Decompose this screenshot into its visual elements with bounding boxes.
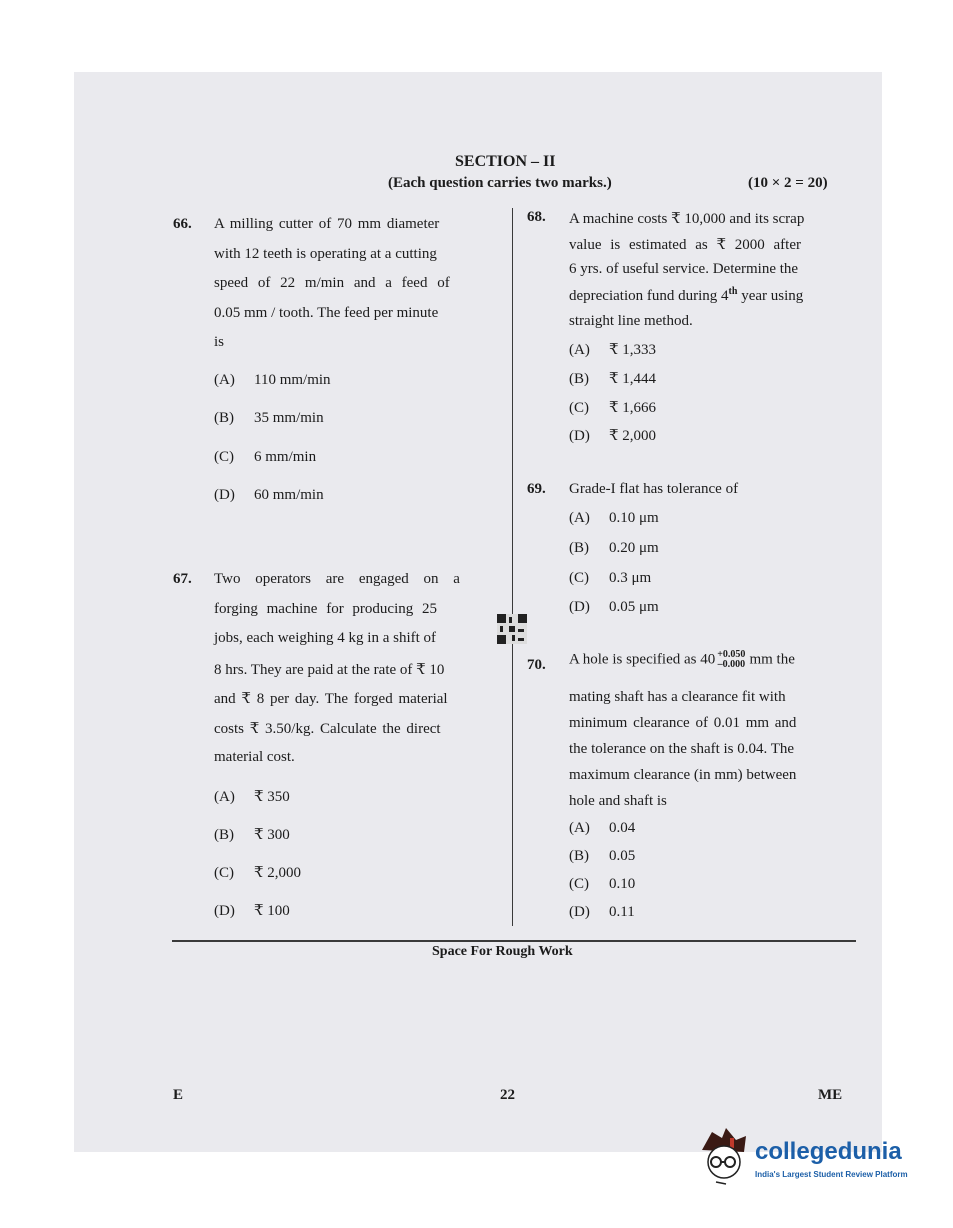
option-label: (C)	[569, 876, 589, 892]
option-d	[569, 426, 656, 445]
question-text-line: 8 hrs. They are paid at the rate of ₹ 10	[214, 662, 445, 678]
question-text-line: material cost.	[214, 749, 295, 765]
option-text: ₹ 1,333	[609, 342, 657, 358]
question-number: 66.	[173, 216, 192, 232]
option-d	[214, 901, 290, 920]
mascot-logo-icon	[696, 1126, 752, 1188]
option-text: ₹ 2,000	[254, 865, 302, 881]
text-fragment: mm the	[749, 651, 795, 668]
footer-subject: ME	[818, 1087, 843, 1103]
option-c	[569, 876, 635, 893]
question-number: 69.	[527, 481, 546, 497]
option-text: 0.10 μm	[609, 510, 659, 526]
option-a	[214, 787, 290, 806]
option-label: (A)	[214, 372, 235, 388]
exam-page	[74, 72, 882, 1152]
rough-work-label: Space For Rough Work	[432, 944, 573, 959]
option-text: 0.04	[609, 820, 636, 836]
option-text: ₹ 1,666	[609, 400, 657, 416]
option-c	[214, 863, 301, 882]
question-text-line: forging machine for producing 25	[214, 601, 438, 617]
option-label: (A)	[214, 789, 235, 805]
footer-series: E	[173, 1087, 184, 1103]
option-text: ₹ 350	[254, 789, 290, 805]
option-d	[569, 904, 635, 921]
section-title: SECTION – II	[455, 153, 556, 170]
question-text-line: maximum clearance (in mm) between	[569, 767, 797, 783]
option-b	[569, 848, 635, 865]
option-a	[569, 340, 656, 359]
question-text-line: hole and shaft is	[569, 793, 667, 809]
option-c	[569, 570, 651, 587]
option-label: (C)	[569, 570, 589, 586]
option-label: (A)	[569, 342, 590, 358]
option-label: (B)	[214, 827, 234, 843]
rough-work-rule	[172, 940, 856, 942]
option-text: 0.05 μm	[609, 599, 659, 615]
question-text-line: minimum clearance of 0.01 mm and	[569, 715, 797, 731]
option-label: (C)	[214, 449, 234, 465]
brand-name: collegedunia	[755, 1138, 902, 1165]
question-number: 70.	[527, 657, 546, 673]
option-text: 6 mm/min	[254, 449, 317, 465]
tolerance-upper: +0.050	[717, 649, 746, 660]
option-label: (B)	[569, 371, 589, 387]
option-text: 0.11	[609, 904, 635, 920]
option-text: ₹ 1,444	[609, 371, 657, 387]
question-number: 68.	[527, 209, 546, 225]
option-text: 60 mm/min	[254, 487, 324, 503]
option-text: ₹ 300	[254, 827, 290, 843]
option-b	[569, 369, 656, 388]
question-text-line: the tolerance on the shaft is 0.04. The	[569, 741, 795, 757]
option-text: 0.20 μm	[609, 540, 659, 556]
question-text-line: 6 yrs. of useful service. Determine the	[569, 261, 799, 277]
question-text-line: A milling cutter of 70 mm diameter	[214, 216, 440, 232]
option-label: (D)	[214, 903, 235, 919]
option-a	[569, 820, 635, 837]
question-text-line: straight line method.	[569, 313, 693, 329]
question-text-line: jobs, each weighing 4 kg in a shift of	[214, 630, 437, 646]
superscript: th	[728, 286, 738, 297]
option-label: (B)	[569, 540, 589, 556]
option-a	[569, 510, 659, 527]
brand-tagline: India's Largest Student Review Platform	[755, 1170, 908, 1179]
tolerance-lower: –0.000	[717, 659, 746, 670]
question-text-line: is	[214, 334, 225, 350]
option-label: (C)	[214, 865, 234, 881]
option-label: (A)	[569, 510, 590, 526]
option-text: 35 mm/min	[254, 410, 324, 426]
question-text-line: Grade-I flat has tolerance of	[569, 481, 739, 497]
question-text-line: Two operators are engaged on a	[214, 571, 460, 587]
option-d	[214, 487, 324, 504]
question-text-line	[569, 650, 795, 670]
option-label: (B)	[214, 410, 234, 426]
option-b	[214, 825, 290, 844]
option-label: (D)	[569, 599, 590, 615]
section-marks: (10 × 2 = 20)	[748, 175, 828, 191]
option-b	[214, 410, 324, 427]
text-fragment: A hole is specified as 40	[569, 651, 716, 668]
option-label: (C)	[569, 400, 589, 416]
option-text: ₹ 100	[254, 903, 290, 919]
question-text-line: 0.05 mm / tooth. The feed per minute	[214, 305, 439, 321]
question-number: 67.	[173, 571, 192, 587]
question-text-line: with 12 teeth is operating at a cutting	[214, 246, 437, 262]
option-label: (A)	[569, 820, 590, 836]
option-c	[214, 449, 316, 466]
option-d	[569, 599, 659, 616]
option-label: (D)	[569, 904, 590, 920]
option-c	[569, 398, 656, 417]
tolerance-stack	[717, 650, 745, 670]
option-a	[214, 372, 331, 389]
question-text-line: speed of 22 m/min and a feed of	[214, 275, 450, 291]
text-fragment: year using	[737, 288, 804, 304]
question-text-line: A machine costs ₹ 10,000 and its scrap	[569, 211, 805, 227]
question-text-line: mating shaft has a clearance fit with	[569, 689, 786, 705]
text-fragment: depreciation fund during 4	[569, 288, 729, 304]
section-subtitle: (Each question carries two marks.)	[388, 175, 612, 191]
option-text: 0.3 μm	[609, 570, 652, 586]
option-text: 110 mm/min	[254, 372, 331, 388]
option-label: (D)	[569, 428, 590, 444]
option-b	[569, 540, 659, 557]
qr-code-icon	[497, 614, 527, 644]
page-number: 22	[500, 1087, 515, 1103]
option-text: 0.05	[609, 848, 636, 864]
question-text-line: and ₹ 8 per day. The forged material	[214, 691, 448, 707]
option-text: ₹ 2,000	[609, 428, 657, 444]
column-divider	[512, 208, 513, 926]
question-text-line	[569, 287, 803, 305]
option-label: (B)	[569, 848, 589, 864]
question-text-line: value is estimated as ₹ 2000 after	[569, 237, 801, 253]
option-text: 0.10	[609, 876, 636, 892]
question-text-line: costs ₹ 3.50/kg. Calculate the direct	[214, 721, 441, 737]
option-label: (D)	[214, 487, 235, 503]
